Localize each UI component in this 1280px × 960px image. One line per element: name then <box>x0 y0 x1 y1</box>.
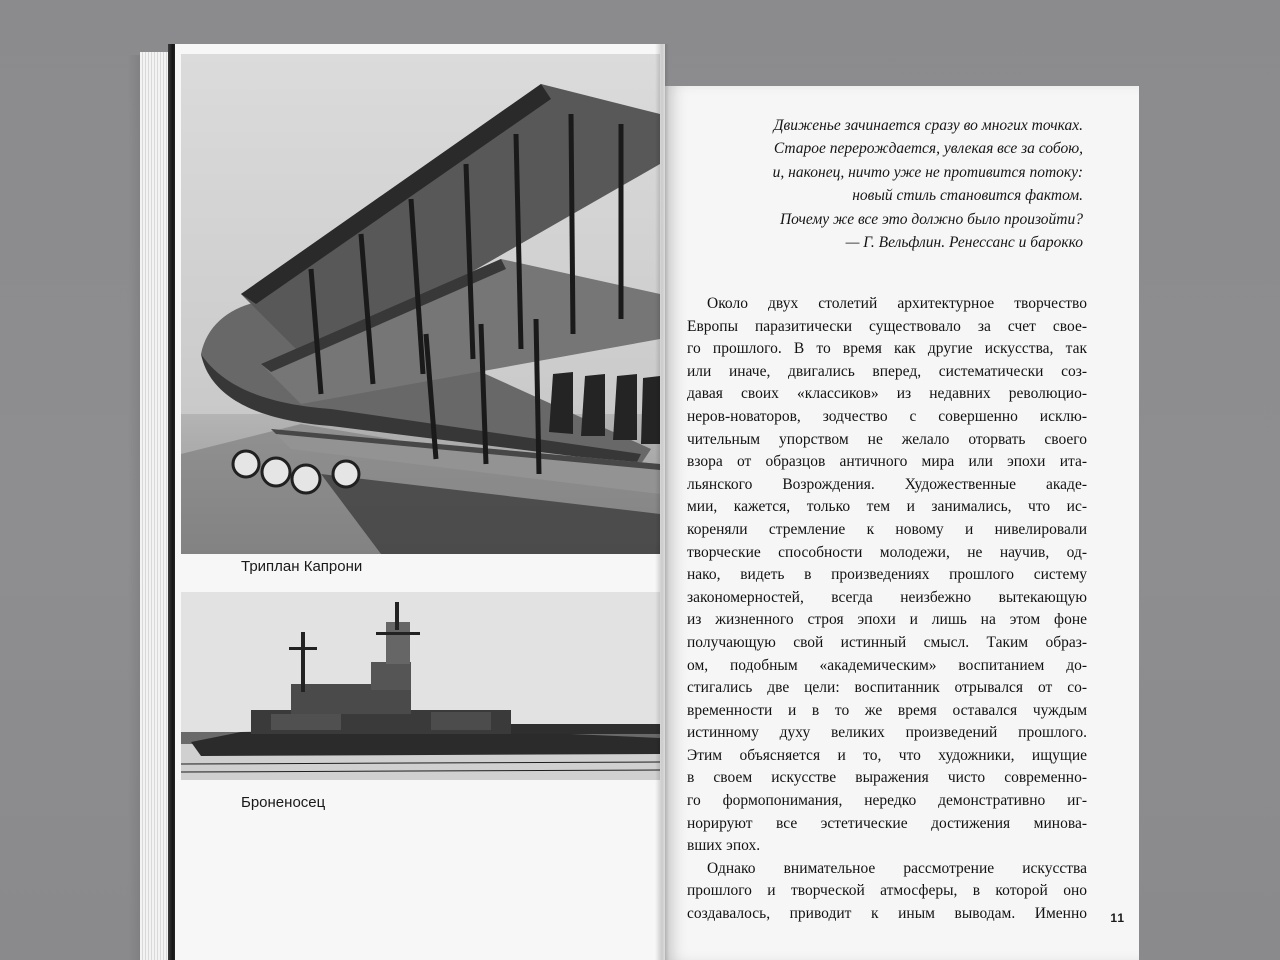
body-line: неров-новаторов, зодчество с совершенно исклю- <box>687 407 1087 425</box>
body-line: вших эпох. <box>687 837 761 855</box>
body-line: или иначе, двигались вперед, систематически соз- <box>687 362 1087 380</box>
body-line: Этим объясняется и то, что художники, ищущие <box>687 746 1087 764</box>
epigraph-line: Старое перерождается, увлекая все за собою, <box>773 140 1083 158</box>
body-line: давая своих «классиков» из недавних революцио- <box>687 385 1087 403</box>
battleship-photo <box>181 592 660 780</box>
epigraph-attribution: — Г. Вельфлин. Ренессанс и барокко <box>845 234 1083 252</box>
body-line: творческие способности молодежи, не научив, од- <box>687 543 1087 561</box>
epigraph-line: и, наконец, ничто уже не противится потоку: <box>772 163 1083 181</box>
body-line: льянского Возрождения. Художественные акаде- <box>687 475 1087 493</box>
epigraph <box>663 114 1083 254</box>
epigraph-line: Движенье зачинается сразу во многих точках. <box>773 117 1083 134</box>
body-line: Однако внимательное рассмотрение искусства <box>707 859 1087 877</box>
body-line: чительным упорством не желало оторвать своего <box>687 430 1087 448</box>
triplane-photo <box>181 54 660 554</box>
epigraph-line: Почему же все это должно было произойти? <box>779 210 1083 228</box>
body-line: временности и в то же время оставался чуждым <box>687 701 1087 719</box>
body-line: норируют все эстетические достижения минова- <box>687 814 1087 832</box>
body-line: из жизненного строя эпохи и лишь на этом фоне <box>687 611 1087 629</box>
body-line: го прошлого. В то время как другие искусства, так <box>687 340 1087 358</box>
body-line: взора от образцов античного мира или эпохи ита- <box>687 453 1087 471</box>
body-line: стигались две цели: воспитанник отрывался от со- <box>687 679 1087 697</box>
page-number: 11 <box>1110 911 1125 925</box>
body-line: Около двух столетий архитектурное творчество <box>707 295 1087 312</box>
body-line: кореняли стремление к новому и нивелировали <box>687 520 1087 538</box>
body-line: го формопонимания, нередко демонстративно иг- <box>687 792 1087 810</box>
caption-triplane: Триплан Капрони <box>241 558 363 575</box>
body-line: нако, видеть в произведениях прошлого систему <box>687 566 1087 584</box>
body-line: прошлого и творческой атмосферы, в которой оно <box>687 882 1087 900</box>
body-line: ом, подобным «академическим» воспитанием до- <box>687 656 1087 674</box>
body-line: истинному духу великих произведений прошлого. <box>687 724 1087 742</box>
body-line: мии, кажется, только тем и занимались, что ис- <box>687 498 1087 516</box>
left-page <box>175 44 665 960</box>
book-gutter <box>655 44 669 960</box>
body-line: создавалось, приводит к иным выводам. Именно <box>687 905 1087 923</box>
body-line: Европы паразитически существовало за счет свое- <box>687 317 1087 335</box>
body-text <box>687 293 1087 926</box>
body-line: получающую свой истинный смысл. Таким образ- <box>687 633 1087 651</box>
body-line: в своем искусстве выражения чисто современно- <box>687 769 1087 787</box>
body-line: закономерностей, всегда неизбежно вытекающую <box>687 588 1087 606</box>
epigraph-line: новый стиль становится фактом. <box>852 187 1083 205</box>
right-page <box>665 86 1139 960</box>
caption-battleship: Броненосец <box>241 794 326 811</box>
